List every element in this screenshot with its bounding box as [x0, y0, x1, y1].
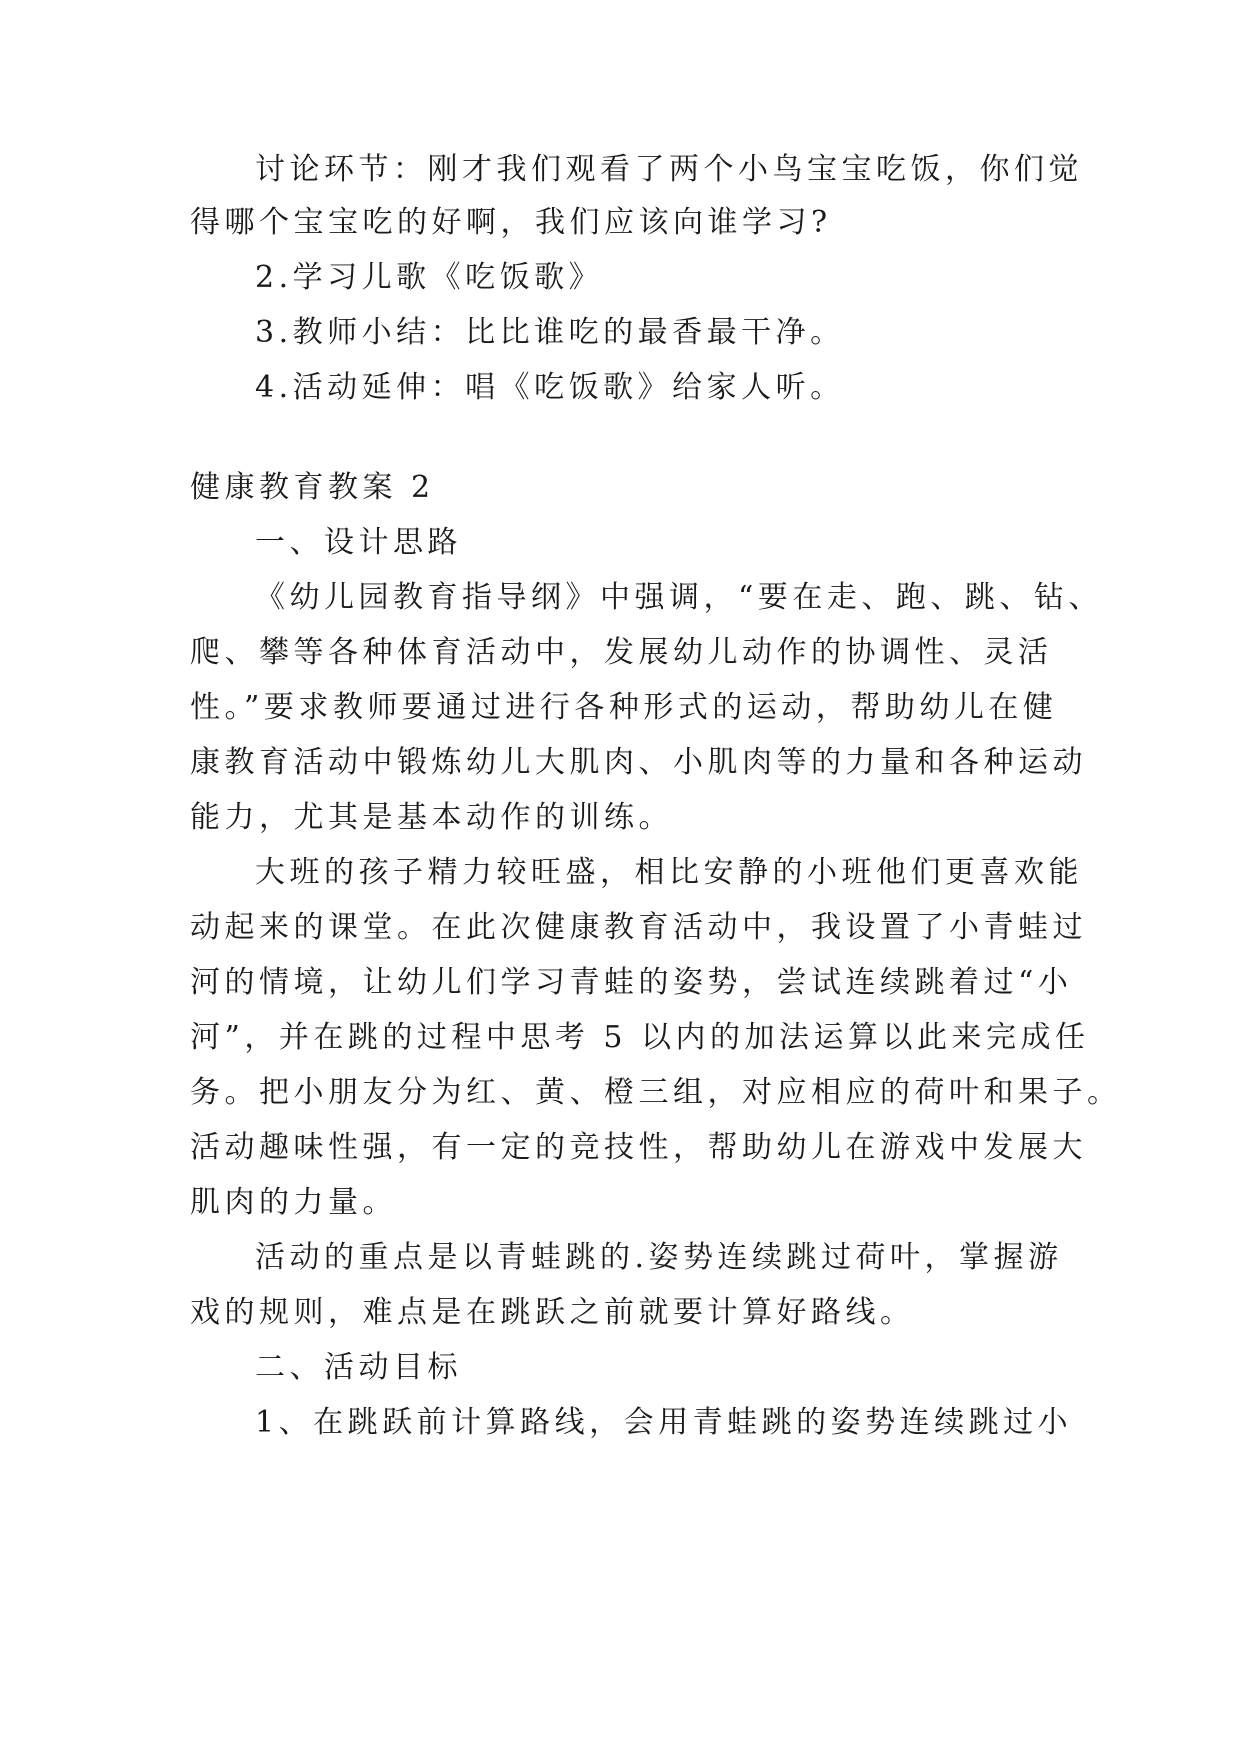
lesson-title: 健康教育教案 2 [190, 470, 435, 505]
para2-line: 大班的孩子精力较旺盛，相比安静的小班他们更喜欢能 [255, 855, 1083, 890]
step-2: 2.学习儿歌《吃饭歌》 [255, 260, 604, 295]
heading-design-idea: 一、设计思路 [255, 525, 462, 560]
step-4: 4.活动延伸：唱《吃饭歌》给家人听。 [255, 370, 845, 405]
para1-line: 康教育活动中锻炼幼儿大肌肉、小肌肉等的力量和各种运动 [190, 745, 1087, 780]
discussion-line-1: 讨论环节：刚才我们观看了两个小鸟宝宝吃饭，你们觉 [255, 152, 1083, 187]
para1-line: 能力，尤其是基本动作的训练。 [190, 800, 673, 835]
para2-line: 动起来的课堂。在此次健康教育活动中，我设置了小青蛙过 [190, 910, 1087, 945]
para2-line: 肌肉的力量。 [190, 1185, 397, 1220]
goal-1: 1、在跳跃前计算路线，会用青蛙跳的姿势连续跳过小 [255, 1405, 1073, 1440]
para1-line: 爬、攀等各种体育活动中，发展幼儿动作的协调性、灵活 [190, 635, 1053, 670]
para2-line: 活动趣味性强，有一定的竞技性，帮助幼儿在游戏中发展大 [190, 1130, 1087, 1165]
para1-line: 性。”要求教师要通过进行各种形式的运动，帮助幼儿在健 [190, 690, 1058, 725]
para1-line: 《幼儿园教育指导纲》中强调，“要在走、跑、跳、钻、 [255, 580, 1103, 615]
step-3: 3.教师小结：比比谁吃的最香最干净。 [255, 315, 845, 350]
para2-line: 务。把小朋友分为红、黄、橙三组，对应相应的荷叶和果子。 [190, 1075, 1122, 1110]
para2-line: 河的情境，让幼儿们学习青蛙的姿势，尝试连续跳着过“小 [190, 965, 1073, 1000]
heading-activity-goals: 二、活动目标 [255, 1350, 462, 1385]
para3-line: 活动的重点是以青蛙跳的.姿势连续跳过荷叶，掌握游 [255, 1240, 1063, 1275]
para3-line: 戏的规则，难点是在跳跃之前就要计算好路线。 [190, 1295, 915, 1330]
para2-line: 河”，并在跳的过程中思考 5 以内的加法运算以此来完成任 [190, 1020, 1090, 1055]
discussion-line-2: 得哪个宝宝吃的好啊，我们应该向谁学习? [190, 205, 832, 240]
